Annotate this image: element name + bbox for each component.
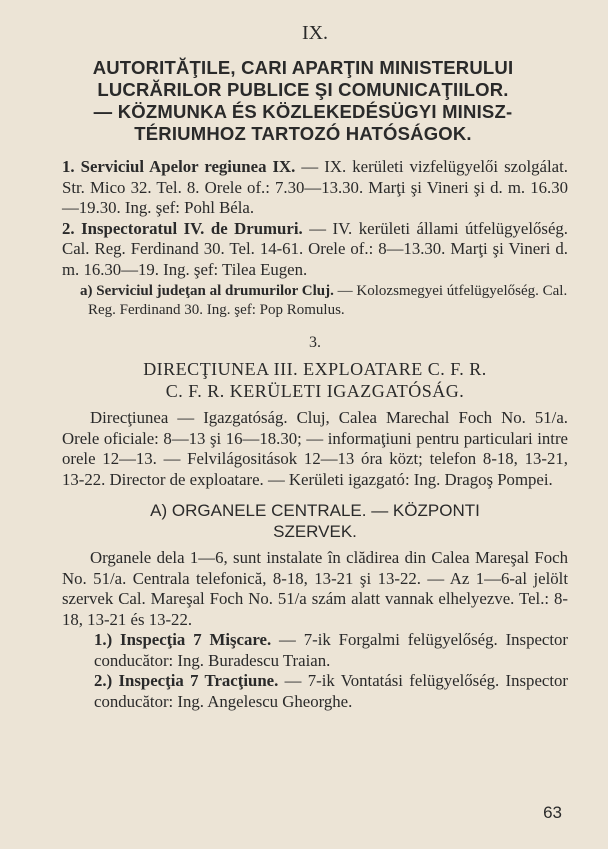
list-item	[62, 157, 568, 219]
chapter-numeral: IX.	[301, 22, 329, 44]
heading-line: TÉRIUMHOZ TARTOZÓ HATÓSÁGOK.	[134, 123, 472, 144]
subitem-title: a) Serviciul judeţan al drumurilor Cluj.	[80, 283, 334, 299]
inspection-title: 1.) Inspecţia 7 Mişcare.	[94, 630, 272, 649]
inspection-text: — 7-ik Vontatási felügyelőség. Inspector conducător: Ing. Angelescu Gheorghe.	[94, 671, 568, 711]
inspection-title: 2.) Inspecţia 7 Tracţiune.	[94, 671, 279, 690]
heading-line: AUTORITĂŢILE, CARI APARŢIN MINISTERULUI	[92, 57, 514, 78]
subitem-text: — Kolozsmegyei útfelügyelőség. Cal. Reg. Ferdinand 30. Ing. şef: Pop Romulus.	[88, 283, 568, 318]
inspection-text: — 7-ik Forgalmi felügyelőség. Inspector conducător: Ing. Buradescu Traian.	[94, 630, 569, 670]
item-title: 2. Inspectoratul IV. de Drumuri.	[62, 218, 303, 238]
section-number: 3.	[309, 334, 321, 351]
heading-line: DIRECŢIUNEA III. EXPLOATARE C. F. R.	[143, 359, 487, 379]
item-text: — IX. kerületi vizfelügyelői szolgálat. Str. Mico 32. Tel. 8. Orele of.: 7.30—13.30. Marţi şi Vineri şi d. m. 16.30—19.30. Ing. şef: Pohl Béla.	[62, 157, 568, 217]
page-number: 63	[543, 803, 562, 822]
direction-heading	[62, 358, 568, 402]
item-title: 1. Serviciul Apelor regiunea IX.	[62, 157, 296, 176]
heading-line: LUCRĂRILOR PUBLICE ŞI COMUNICAŢIILOR.	[97, 79, 509, 100]
list-item	[62, 219, 568, 281]
sub-list-item	[80, 282, 568, 320]
heading-line: — KÖZMUNKA ÉS KÖZLEKEDÉSÜGYI MINISZ-	[93, 101, 513, 122]
heading-line: SZERVEK.	[273, 522, 357, 541]
organs-paragraph: Organele dela 1—6, sunt instalate în clădirea din Calea Mareşal Foch No. 51/a. Centrala telefonică, 8-18, 13-21 şi 13-22. — Az 1—6-al jelölt szervek Cal. Mareşal Foch No. 51/a szám alatt vannak elhelyezve. Tel.: 8-18, 13-21 és 13-22.	[62, 548, 568, 629]
item-text: — IV. kerületi állami útfelügyelőség. Cal. Reg. Ferdinand 30. Tel. 14-61. Orele of.: 8—13.30. Marţi şi Vineri d. m. 16.30—19. Ing. şef: Tilea Eugen.	[62, 218, 568, 279]
inspection-item	[94, 630, 568, 671]
heading-line: A) ORGANELE CENTRALE. — KÖZPONTI	[150, 501, 480, 520]
inspection-item	[94, 671, 568, 712]
organs-heading	[62, 500, 568, 542]
heading-line: C. F. R. KERÜLETI IGAZGATÓSÁG.	[165, 381, 465, 401]
direction-paragraph: Direcţiunea — Igazgatóság. Cluj, Calea Marechal Foch No. 51/a. Orele oficiale: 8—13 şi 16—18.30; — informaţiuni pentru particulari intre orele 12—13. — Felvilágositások 12—13 óra közt; telefon 8-18, 13-21, 13-22. Director de exploatare. — Kerületi igazgató: Ing. Dragoş Pompei.	[62, 408, 568, 489]
chapter-heading	[38, 57, 568, 145]
